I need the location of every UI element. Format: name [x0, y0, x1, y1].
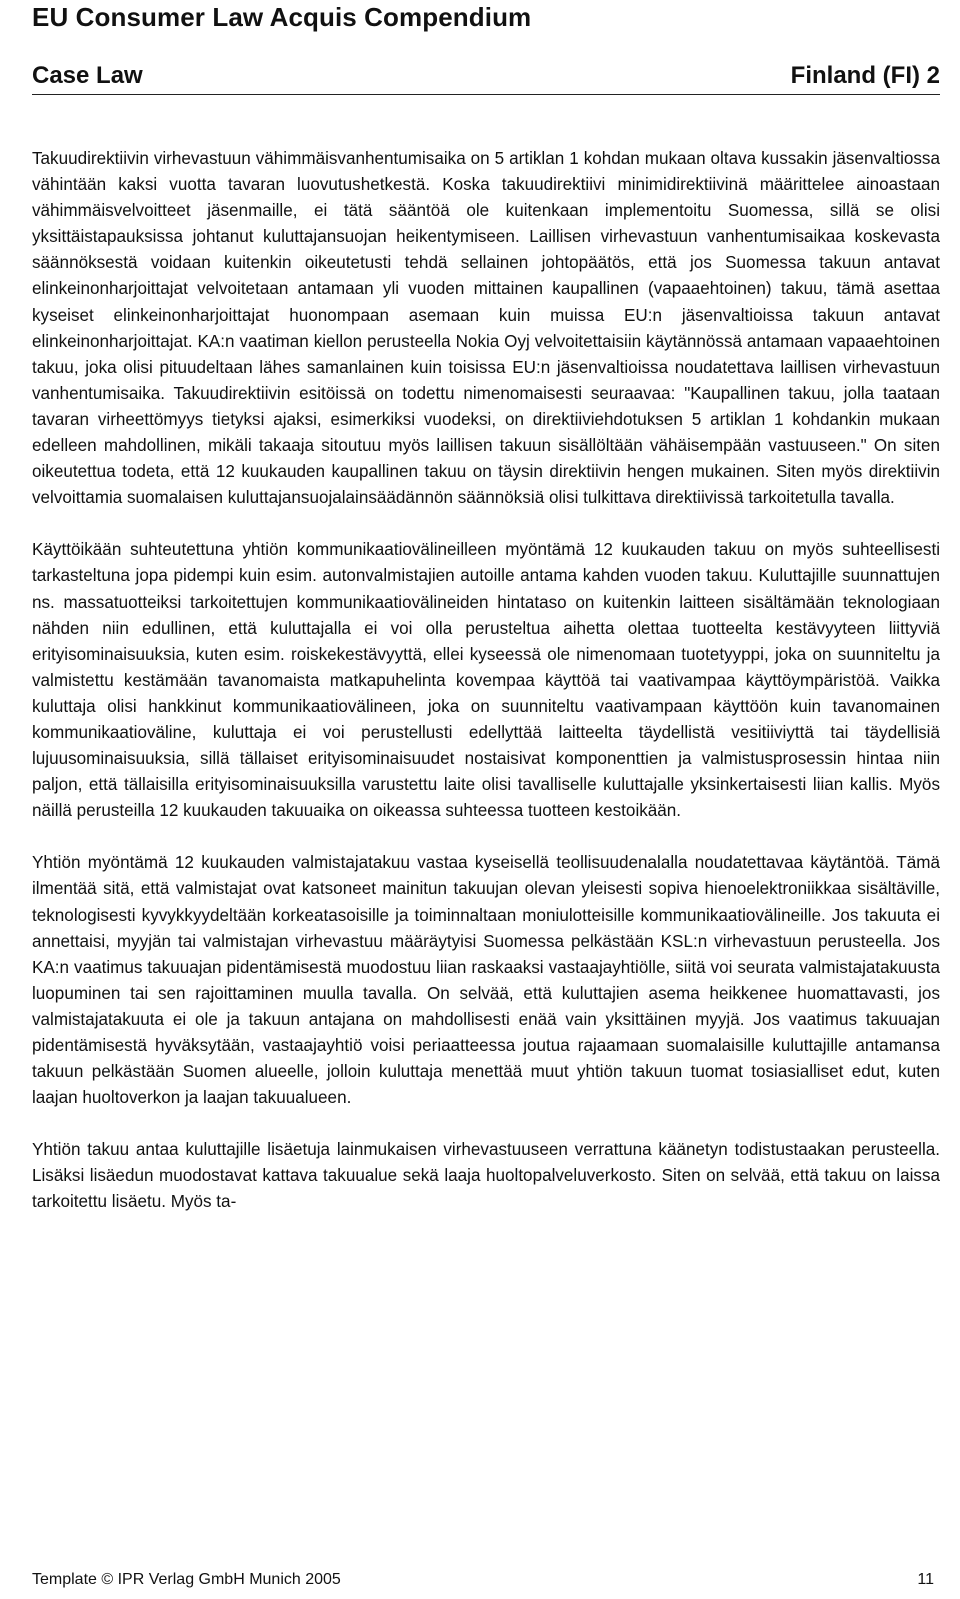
- paragraph-2: Käyttöikään suhteutettuna yhtiön kommunikaatiovälineilleen myöntämä 12 kuukauden takuu on myös suhteellisesti tarkasteltuna jopa pidempi kuin esim. autonvalmistajien autoille antama kahden vuoden takuu. Kuluttajille suunnattujen ns. massatuotteiksi tarkoitettujen kommunikaatiovälineiden hintataso on kuitenkin laitteen sisältämään teknologiaan nähden niin edullinen, että kuluttajalla ei voi olla perusteltua aihetta olettaa tuotteelta kestävyyteen liittyviä erityisominaisuuksia, kuten esim. roiskekestävyyttä, ellei kyseessä ole nimenomaan tuotetyyppi, joka on suunniteltu ja valmistettu kestämään tavanomaista matkapuhelinta kovempaa käyttöä tai vaativampaa käyttöympäristöä. Vaikka kuluttaja olisi hankkinut kommunikaatiovälineen, joka on suunniteltu vaativampaan käyttöön kuin tavanomainen kommunikaatioväline, kuluttaja ei voi perustellusti edellyttää laitteelta täydellistä vesitiiviyttä tai täydellisiä lujuusominaisuuksia, sillä tällaiset erityisominaisuudet nostaisivat komponenttien ja valmistusprosessin hintaa niin paljon, että tällaisilla erityisominaisuuksilla varustettu laite olisi tavalliselle kuluttajalle yksinkertaisesti liian kallis. Myös näillä perusteilla 12 kuukauden takuuaika on oikeassa suhteessa tuotteen kestoikään.: [32, 540, 940, 821]
- section-heading-row: [32, 62, 940, 94]
- paragraph-1: Takuudirektiivin virhevastuun vähimmäisvanhentumisaika on 5 artiklan 1 kohdan mukaan oltava kussakin jäsenvaltiossa vähintään kaksi vuotta tavaran luovutushetkestä. Koska takuudirektiivi minimidirektiivinä määrittelee ainoastaan vähimmäisvelvoitteet jäsenmaille, ei tätä sääntöä ole kuitenkaan implementoitu Suomessa, sillä se olisi yksittäistapauksissa johtanut kuluttajansuojan heikentymiseen. Laillisen virhevastuun vanhentumisaikaa koskevasta säännöksestä voidaan kuitenkin oikeutetusti tehdä sellainen johtopäätös, että jos Suomessa takuun antavat elinkeinonharjoittajat velvoitetaan antamaan yli vuoden mittainen kaupallinen (vapaaehtoinen) takuu, tämä asettaa kyseiset elinkeinonharjoittajat huonompaan asemaan kuin muissa EU:n jäsenvaltioissa takuun antavat elinkeinonharjoittajat. KA:n vaatiman kiellon perusteella Nokia Oyj velvoitettaisiin käytännössä antamaan vapaaehtoinen takuu, joka olisi pituudeltaan lähes samanlainen kuin toisissa EU:n jäsenvaltioissa noudatettava laillisen virhevastuun vanhentumisaika. Takuudirektiivin esitöissä on todettu nimenomaisesti seuraavaa: "Kaupallinen takuu, jolla taataan tavaran virheettömyys tietyksi ajaksi, esimerkiksi vuodeksi, on direktiiviehdotuksen 5 artiklan 1 kohdankin mukaan edelleen mahdollinen, mikäli takaaja sitoutuu myös laillisen takuun sisällöltään vähäisempään vastuuseen." On siten oikeutettua todeta, että 12 kuukauden kaupallinen takuu on täysin direktiivin hengen mukainen. Siten myös direktiivin velvoittamia suomalaisen kuluttajansuojalainsäädännön säännöksiä olisi tulkittava direktiivissä tarkoitetulla tavalla.: [32, 149, 940, 508]
- document-body: [32, 146, 940, 1242]
- header-divider: [32, 94, 940, 95]
- footer-page-number: 11: [917, 1571, 934, 1588]
- paragraph-3: Yhtiön myöntämä 12 kuukauden valmistajatakuu vastaa kyseisellä teollisuudenalalla noudatettavaa käytäntöä. Tämä ilmentää sitä, että valmistajat ovat katsoneet mainitun takuujan olevan yleisesti sopiva hienoelektroniikkaa sisältäville, teknologisesti kyvykkyydeltään korkeatasoisille ja toiminnaltaan moniulotteisille kommunikaatiovälineille. Jos takuuta ei annettaisi, myyjän tai valmistajan virhevastuu määräytyisi Suomessa pelkästään KSL:n virhevastuun perusteella. Jos KA:n vaatimus takuuajan pidentämisestä muodostuu liian raskaaksi vastaajayhtiölle, siitä voi seurata valmistajatakuusta luopuminen tai sen rajoittaminen muulla tavalla. On selvää, että kuluttajien asema heikkenee huomattavasti, jos valmistajatakuuta ei ole ja takuun antajana on mahdollisesti enää vain yksittäinen myyjä. Jos vaatimus takuuajan pidentämisestä hyväksytään, vastaajayhtiö voisi periaatteessa joutua rajaamaan suomalaisille kuluttajille antamansa takuun pelkästään Suomen alueelle, jolloin kuluttaja menettää muut yhtiön takuun tuomat tosiasialliset edut, kuten laajan huoltoverkon ja laajan takuualueen.: [32, 853, 940, 1108]
- page-footer: [32, 1571, 940, 1593]
- section-title: Case Law: [32, 62, 143, 89]
- country-page-label: Finland (FI) 2: [790, 62, 940, 89]
- footer-copyright: Template © IPR Verlag GmbH Munich 2005: [32, 1571, 341, 1588]
- paragraph-4: Yhtiön takuu antaa kuluttajille lisäetuja lainmukaisen virhevastuuseen verrattuna käänetyn todistustaakan perusteella. Lisäksi lisäedun muodostavat kattava takuualue sekä laaja huoltopalveluverkosto. Siten on selvää, että takuu on laissa tarkoitettu lisäetu. Myös ta-: [32, 1140, 940, 1212]
- document-title: EU Consumer Law Acquis Compendium: [32, 2, 532, 32]
